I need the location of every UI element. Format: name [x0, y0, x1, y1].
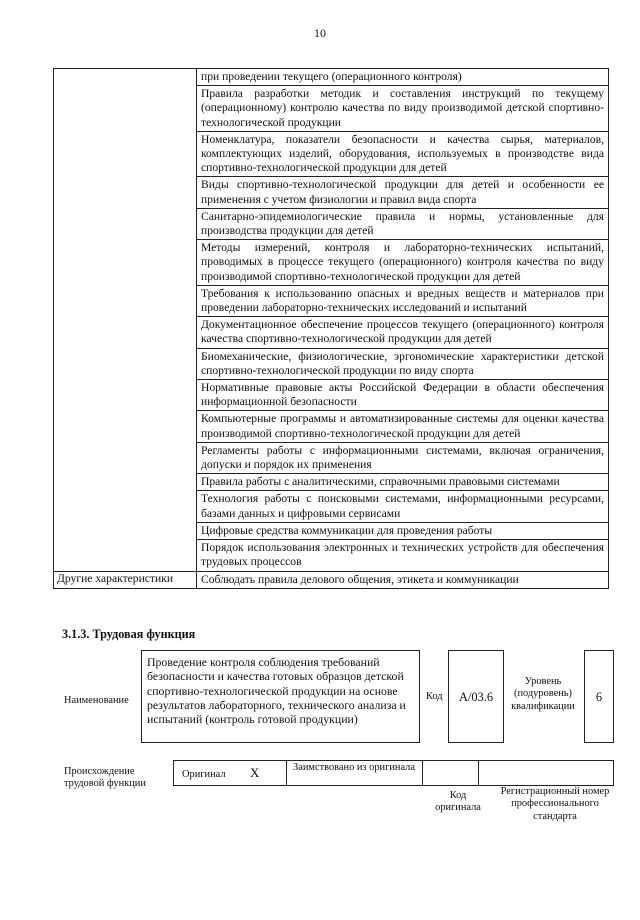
code-label: Код [426, 691, 443, 702]
row-text: Номенклатура, показатели безопасности и качества сырья, материалов, комплектующих изделий, оборудования, используемых в производстве вида спортивно-технологической продукции для детей [197, 131, 609, 177]
function-code-box: A/03.6 [448, 650, 504, 743]
row-text: Нормативные правовые акты Российской Федерации в области обеспечения информационной безопасности [197, 380, 609, 411]
row-text: Правила разработки методик и составления инструкций по текущему (операционному) контролю качества по виду производимой детской спортивно-технологической продукции [197, 86, 609, 132]
row-text: Порядок использования электронных и технических устройств для обеспечения трудовых процессов [197, 540, 609, 571]
row-text: Документационное обеспечение процессов текущего (операционного) контроля качества спортивно-технологической продукции для детей [197, 317, 609, 348]
row-text: Биомеханические, физиологические, эргономические характеристики детской спортивно-технологической продукции по виду спорта [197, 348, 609, 379]
row-text: Виды спортивно-технологической продукции для детей и особенности ее применения с учетом физиологии и правил вида спорта [197, 177, 609, 208]
borrowed-cell [287, 761, 423, 785]
row-text: Регламенты работы с информационными системами, включая ограничения, допуски и порядок их применения [197, 442, 609, 473]
row-text: Методы измерений, контроля и лабораторно-технических испытаний, проводимых в процессе текущего (операционного) контроля качества по виду производимой спортивно-технологической продукции для детей [197, 240, 609, 286]
requirements-table [53, 68, 609, 589]
row-text: Санитарно-эпидемиологические правила и нормы, установленные для производства продукции для детей [197, 208, 609, 239]
original-label: Оригинал [182, 769, 226, 780]
table-row [54, 571, 609, 588]
name-label: Наименование [64, 695, 129, 706]
row-text: при проведении текущего (операционного контроля) [197, 69, 609, 86]
registration-number-caption: Регистрационный номер профессионального стандарта [500, 786, 610, 822]
page-number: 10 [314, 26, 326, 40]
borrowed-label: Заимствовано из оригинала [293, 762, 415, 773]
original-code-cell [423, 761, 479, 785]
section-title: 3.1.3. Трудовая функция [62, 627, 196, 641]
table-row [54, 69, 609, 86]
original-code-caption: Код оригинала [435, 790, 481, 814]
row-text: Соблюдать правила делового общения, этикета и коммуникации [197, 571, 609, 588]
row-text: Компьютерные программы и автоматизированные системы для оценки качества производимой спортивно-технологической продукции для детей [197, 411, 609, 442]
row-text: Технология работы с поисковыми системами, информационными ресурсами, базами данных и цифровыми сервисами [197, 491, 609, 522]
original-cell [174, 761, 287, 785]
row-label: Другие характеристики [54, 571, 197, 588]
origin-row [173, 760, 614, 786]
row-text: Требования к использованию опасных и вредных веществ и материалов при проведении лабораторно-технических исследований и испытаний [197, 285, 609, 316]
origin-label: Происхождение трудовой функции [64, 766, 146, 790]
registration-number-cell [479, 761, 613, 785]
row-text: Правила работы с аналитическими, справочными правовыми системами [197, 474, 609, 491]
row-label [54, 69, 197, 572]
qualification-level-label: Уровень (подуровень) квалификации [511, 676, 575, 712]
qualification-level-box: 6 [584, 650, 614, 743]
original-mark: X [250, 765, 260, 780]
function-name-box: Проведение контроля соблюдения требований безопасности и качества готовых образцов детской спортивно-технологической продукции на основе результатов лабораторного, технического анализа и испытаний (контроль готовой продукции) [141, 650, 420, 743]
row-text: Цифровые средства коммуникации для проведения работы [197, 522, 609, 539]
